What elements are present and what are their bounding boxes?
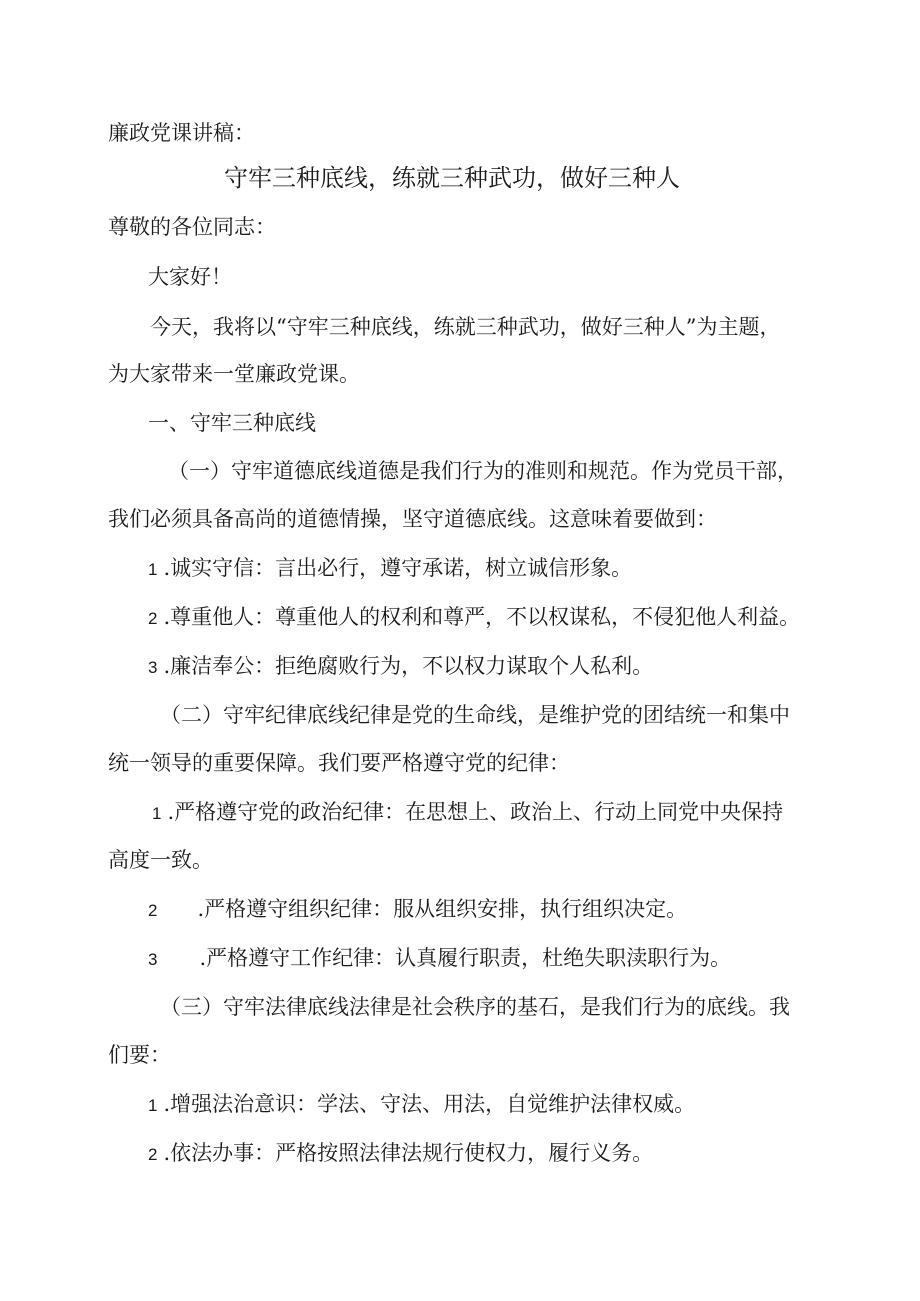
list-item-number: 1 (148, 1096, 158, 1115)
list-item-number: 1 (152, 804, 162, 823)
list-item-number: 2 (148, 609, 158, 628)
sub1-line-1: （一）守牢道德底线道德是我们行为的准则和规范。作为党员干部， (168, 459, 798, 483)
list-item (148, 1089, 695, 1121)
greeting: 大家好！ (148, 265, 232, 289)
list-item-number: 3 (148, 658, 158, 677)
list-item-number: 1 (148, 560, 158, 579)
document-label: 廉政党课讲稿： (108, 121, 255, 145)
list-item-text: .严格遵守组织纪律：服从组织安排，执行组织决定。 (197, 897, 688, 921)
list-item-text: .廉洁奉公：拒绝腐败行为，不以权力谋取个人私利。 (163, 654, 654, 678)
list-item-text: .诚实守信：言出必行，遵守承诺，树立诚信形象。 (163, 556, 633, 580)
list-item-number: 2 (148, 901, 158, 920)
list-item (148, 894, 687, 926)
sub2-line-2: 统一领导的重要保障。我们要严格遵守党的纪律： (108, 751, 570, 775)
sub3-line-1: （三）守牢法律底线法律是社会秩序的基石，是我们行为的底线。我 (160, 995, 790, 1019)
list-item (152, 797, 783, 829)
list-item-continuation: 高度一致。 (108, 848, 213, 872)
list-item-text: .增强法治意识：学法、守法、用法，自觉维护法律权威。 (163, 1092, 696, 1116)
section-1-heading: 一、守牢三种底线 (148, 411, 316, 435)
list-item-number: 2 (148, 1145, 158, 1164)
sub2-line-1: （二）守牢纪律底线纪律是党的生命线，是维护党的团结统一和集中 (160, 703, 790, 727)
page-title: 守牢三种底线，练就三种武功，做好三种人 (224, 164, 680, 192)
list-item-text: .严格遵守工作纪律：认真履行职责，杜绝失职渎职行为。 (199, 946, 732, 970)
list-item-text: .尊重他人：尊重他人的权利和尊严，不以权谋私，不侵犯他人利益。 (163, 605, 801, 629)
list-item-number: 3 (148, 950, 158, 969)
list-item (148, 943, 731, 975)
list-item (148, 553, 632, 585)
list-item (148, 1138, 653, 1170)
sub1-line-2: 我们必须具备高尚的道德情操，坚守道德底线。这意味着要做到： (108, 507, 717, 531)
sub3-line-2: 们要： (108, 1043, 171, 1067)
list-item (148, 651, 653, 683)
list-item (148, 602, 800, 634)
intro-line-2: 为大家带来一堂廉政党课。 (108, 362, 360, 386)
intro-line-1: 今天，我将以“守牢三种底线，练就三种武功，做好三种人”为主题， (150, 315, 781, 339)
salutation: 尊敬的各位同志： (108, 215, 276, 239)
list-item-text: .严格遵守党的政治纪律：在思想上、政治上、行动上同党中央保持 (167, 800, 784, 824)
list-item-text: .依法办事：严格按照法律法规行使权力，履行义务。 (163, 1141, 654, 1165)
